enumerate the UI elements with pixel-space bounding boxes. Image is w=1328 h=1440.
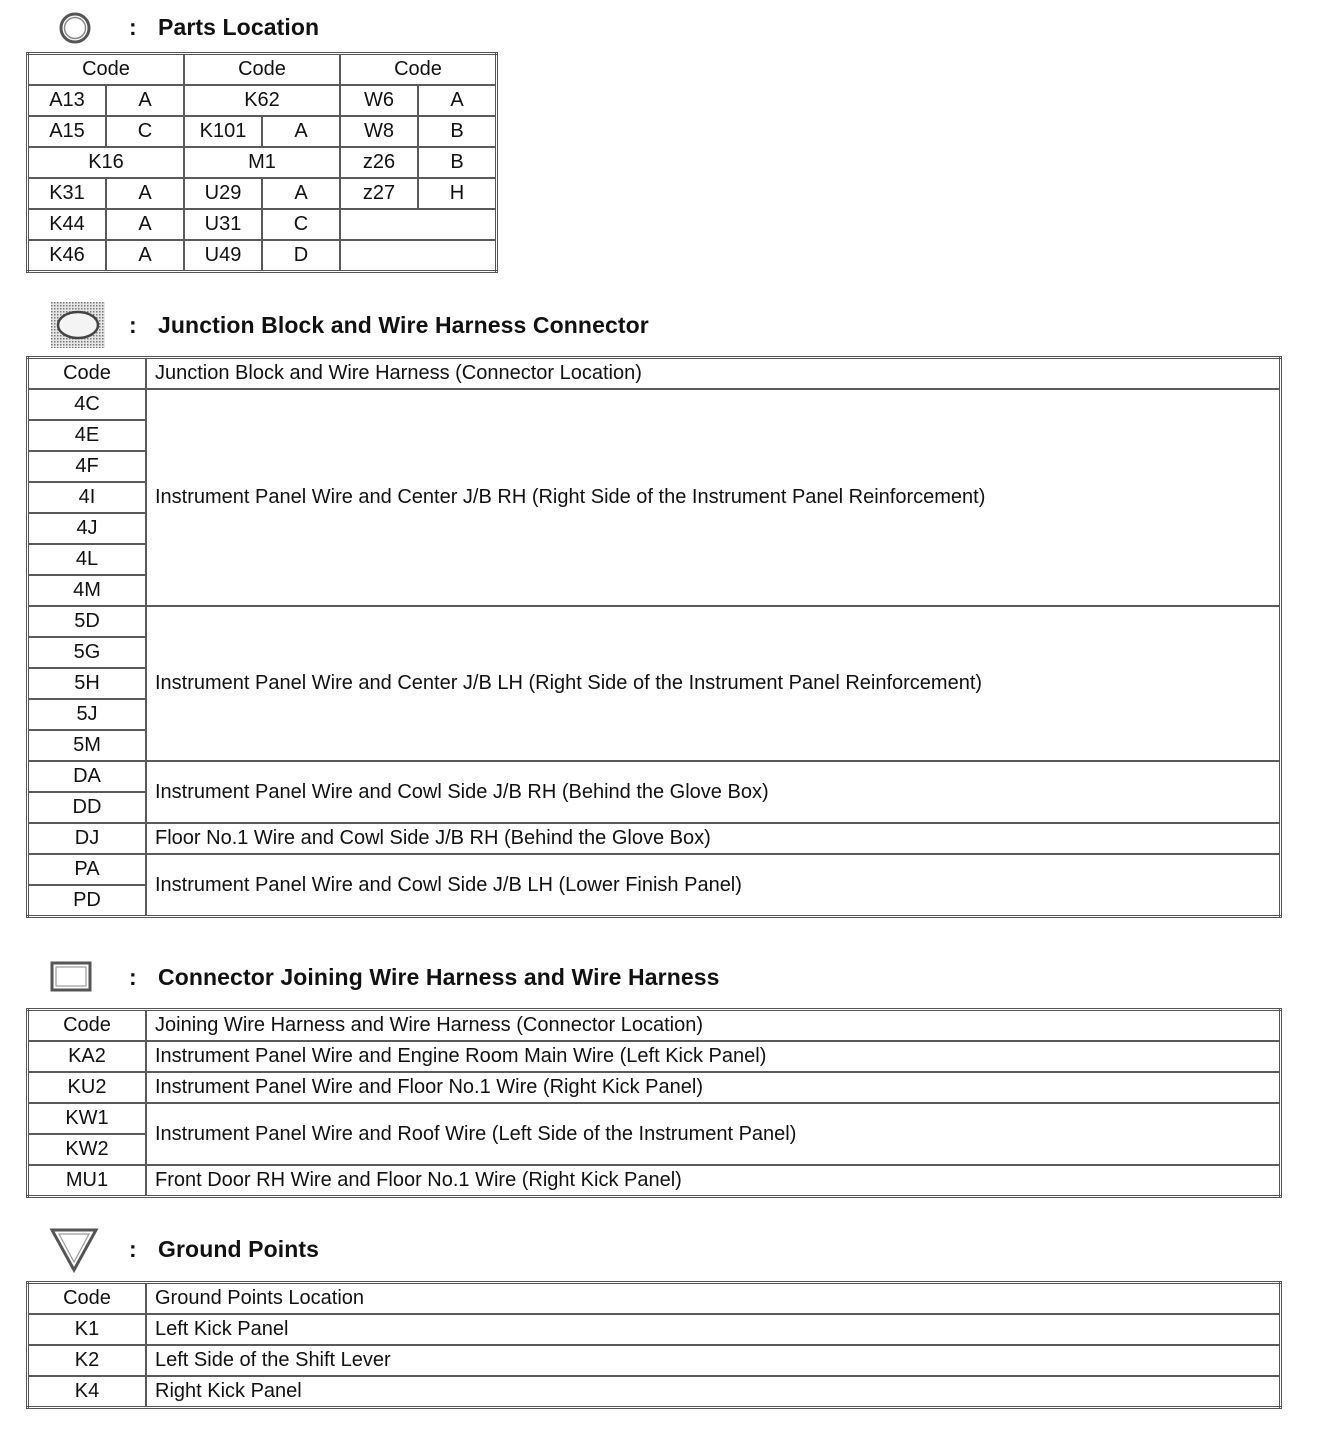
location-cell: D xyxy=(262,240,340,272)
code-cell: K1 xyxy=(28,1314,147,1345)
table-row xyxy=(28,1345,1281,1376)
section-title: Junction Block and Wire Harness Connector xyxy=(158,312,649,338)
table-row xyxy=(28,761,1281,792)
junction-block-table xyxy=(26,356,1282,918)
location-cell: Instrument Panel Wire and Center J/B RH (Right Side of the Instrument Panel Reinforcement) xyxy=(146,389,1281,606)
column-header: Code xyxy=(340,54,497,86)
ground-points-table xyxy=(26,1281,1282,1409)
triangle-down-icon xyxy=(48,1226,104,1274)
code-header: Code xyxy=(28,1283,147,1315)
code-cell: A13 xyxy=(28,85,107,116)
table-row xyxy=(28,1041,1281,1072)
table-header-row xyxy=(28,358,1281,390)
location-header: Joining Wire Harness and Wire Harness (Connector Location) xyxy=(146,1010,1281,1042)
code-cell: KW1 xyxy=(28,1103,147,1134)
code-cell: DJ xyxy=(28,823,147,854)
code-cell: K16 xyxy=(28,147,185,178)
table-header-row xyxy=(28,1010,1281,1042)
table-row xyxy=(28,1165,1281,1197)
section-colon: : xyxy=(129,14,137,40)
code-cell: K46 xyxy=(28,240,107,272)
code-cell: MU1 xyxy=(28,1165,147,1197)
location-cell: Right Kick Panel xyxy=(146,1376,1281,1408)
code-cell: U29 xyxy=(184,178,262,209)
code-cell: KA2 xyxy=(28,1041,147,1072)
code-cell: z26 xyxy=(340,147,418,178)
table-row xyxy=(28,1103,1281,1134)
code-cell: KW2 xyxy=(28,1134,147,1165)
code-cell: 5G xyxy=(28,637,147,668)
code-cell: 4F xyxy=(28,451,147,482)
code-cell: K62 xyxy=(184,85,340,116)
location-cell: Instrument Panel Wire and Cowl Side J/B LH (Lower Finish Panel) xyxy=(146,854,1281,917)
column-header: Code xyxy=(184,54,340,86)
location-cell: Instrument Panel Wire and Floor No.1 Wire (Right Kick Panel) xyxy=(146,1072,1281,1103)
location-cell: A xyxy=(106,240,184,272)
table-row xyxy=(28,240,497,272)
location-header: Junction Block and Wire Harness (Connector Location) xyxy=(146,358,1281,390)
code-cell: K2 xyxy=(28,1345,147,1376)
code-cell: 5H xyxy=(28,668,147,699)
location-cell: A xyxy=(106,178,184,209)
code-cell: K101 xyxy=(184,116,262,147)
location-cell: Instrument Panel Wire and Cowl Side J/B RH (Behind the Glove Box) xyxy=(146,761,1281,823)
code-cell: 4J xyxy=(28,513,147,544)
parts-location-table xyxy=(26,52,498,273)
location-cell: A xyxy=(262,116,340,147)
table-header-row xyxy=(28,54,497,86)
code-cell: 5D xyxy=(28,606,147,637)
code-cell: K31 xyxy=(28,178,107,209)
code-cell: 4M xyxy=(28,575,147,606)
code-cell: M1 xyxy=(184,147,340,178)
location-cell: A xyxy=(106,85,184,116)
section-title: Connector Joining Wire Harness and Wire Harness xyxy=(158,964,720,990)
table-row xyxy=(28,147,497,178)
location-cell: A xyxy=(106,209,184,240)
ground-points-header xyxy=(0,1226,1328,1266)
connector-joining-table xyxy=(26,1008,1282,1198)
location-cell: C xyxy=(262,209,340,240)
code-cell: PA xyxy=(28,854,147,885)
section-title: Ground Points xyxy=(158,1236,320,1262)
table-row xyxy=(28,116,497,147)
code-header: Code xyxy=(28,358,147,390)
location-cell: B xyxy=(418,147,497,178)
location-cell: Floor No.1 Wire and Cowl Side J/B RH (Behind the Glove Box) xyxy=(146,823,1281,854)
table-row xyxy=(28,1376,1281,1408)
section-colon: : xyxy=(129,1236,137,1262)
location-cell: Instrument Panel Wire and Engine Room Main Wire (Left Kick Panel) xyxy=(146,1041,1281,1072)
code-cell: 4I xyxy=(28,482,147,513)
code-cell: 5J xyxy=(28,699,147,730)
code-cell: DA xyxy=(28,761,147,792)
table-row xyxy=(28,1072,1281,1103)
location-cell: B xyxy=(418,116,497,147)
location-cell: Instrument Panel Wire and Center J/B LH (Right Side of the Instrument Panel Reinforcement) xyxy=(146,606,1281,761)
section-colon: : xyxy=(129,312,137,338)
table-row xyxy=(28,606,1281,637)
code-cell: W8 xyxy=(340,116,418,147)
code-cell: 5M xyxy=(28,730,147,761)
section-colon: : xyxy=(129,964,137,990)
rectangle-icon xyxy=(48,956,104,996)
table-row xyxy=(28,85,497,116)
section-title: Parts Location xyxy=(158,14,320,40)
column-header: Code xyxy=(28,54,185,86)
code-cell: U31 xyxy=(184,209,262,240)
table-row xyxy=(28,1314,1281,1345)
code-cell: 4L xyxy=(28,544,147,575)
table-row xyxy=(28,389,1281,420)
code-cell: 4C xyxy=(28,389,147,420)
code-cell: z27 xyxy=(340,178,418,209)
location-cell: C xyxy=(106,116,184,147)
code-cell: KU2 xyxy=(28,1072,147,1103)
location-cell: A xyxy=(262,178,340,209)
empty-cell xyxy=(340,240,497,272)
code-cell: 4E xyxy=(28,420,147,451)
code-cell: DD xyxy=(28,792,147,823)
code-header: Code xyxy=(28,1010,147,1042)
table-row xyxy=(28,178,497,209)
code-cell: U49 xyxy=(184,240,262,272)
code-cell: A15 xyxy=(28,116,107,147)
location-header: Ground Points Location xyxy=(146,1283,1281,1315)
location-cell: Left Kick Panel xyxy=(146,1314,1281,1345)
parts-location-header xyxy=(0,8,1328,48)
location-cell: H xyxy=(418,178,497,209)
junction-block-header xyxy=(0,302,1328,342)
code-cell: W6 xyxy=(340,85,418,116)
location-cell: Left Side of the Shift Lever xyxy=(146,1345,1281,1376)
table-row xyxy=(28,823,1281,854)
connector-joining-header xyxy=(0,956,1328,996)
table-row xyxy=(28,854,1281,885)
code-cell: K44 xyxy=(28,209,107,240)
code-cell: K4 xyxy=(28,1376,147,1408)
empty-cell xyxy=(340,209,497,240)
circle-icon xyxy=(48,8,104,48)
location-cell: Front Door RH Wire and Floor No.1 Wire (Right Kick Panel) xyxy=(146,1165,1281,1197)
shaded-circle-icon xyxy=(48,302,112,350)
location-cell: A xyxy=(418,85,497,116)
location-cell: Instrument Panel Wire and Roof Wire (Left Side of the Instrument Panel) xyxy=(146,1103,1281,1165)
table-row xyxy=(28,209,497,240)
table-header-row xyxy=(28,1283,1281,1315)
code-cell: PD xyxy=(28,885,147,917)
